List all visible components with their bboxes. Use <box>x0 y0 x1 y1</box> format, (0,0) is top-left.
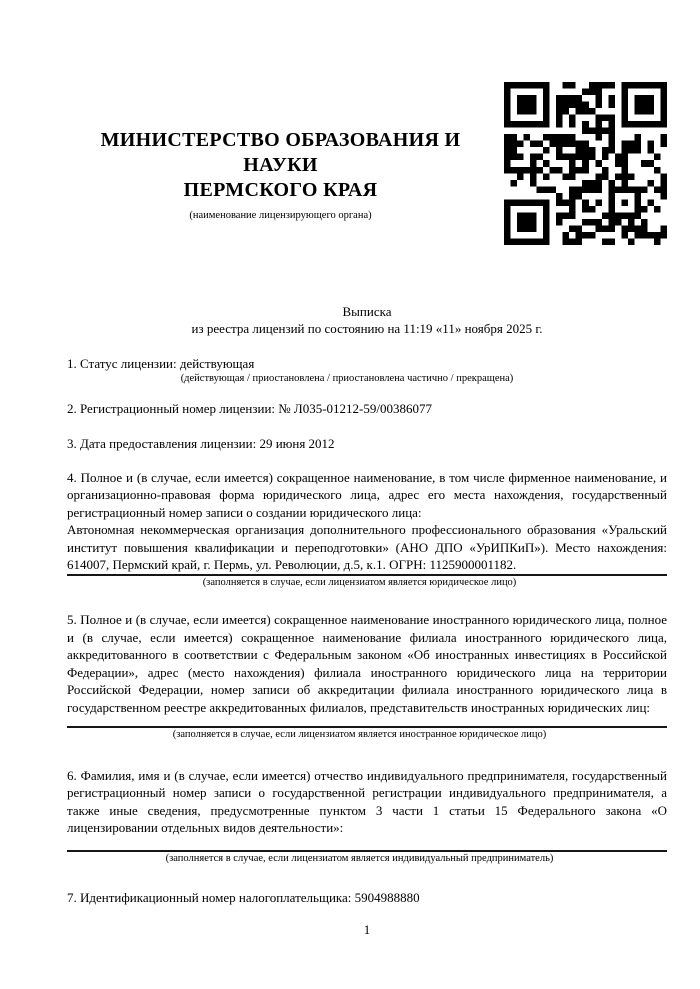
ministry-caption: (наименование лицензирующего органа) <box>189 210 372 221</box>
foreign-entity-caption: (заполняется в случае, если лицензиатом является иностранное юридическое лицо) <box>172 728 547 740</box>
item-2-registration-number <box>67 400 667 417</box>
item-7-taxpayer-number <box>67 889 667 906</box>
license-status-text: 1. Статус лицензии: действующая <box>67 355 255 371</box>
legal-entity-value: Автономная некоммерческая организация дополнительного профессионального образования «Уральский институт повышения квалификации и переподготовки» (АНО ДПО «УрИПКиП»). Место нахождения: 614007, Пермский край, г. Пермь, ул. Революции, д.5, к.1. ОГРН: 1125900001182. <box>67 522 667 573</box>
individual-label: 6. Фамилия, имя и (в случае, если имеется) отчество индивидуального предпринимателя, государственный регистрационный номер записи о государственной регистрации индивидуального предпринимателя, а также иные сведения, предусмотренные пунктом 3 части 1 статьи 15 Федерального закона «О лицензировании отдельных видов деятельности»: <box>67 767 667 836</box>
item-3-grant-date <box>67 435 667 452</box>
extract-subtitle: из реестра лицензий по состоянию на 11:19 «11» ноября 2025 г. <box>191 321 543 337</box>
legal-entity-label: 4. Полное и (в случае, если имеется) сокращенное наименование, в том числе фирменное наименование, и организационно-правовая форма юридического лица, адрес его места нахождения, государственный регистрационный номер записи о создании юридического лица: <box>67 470 667 520</box>
individual-caption: (заполняется в случае, если лицензиатом является индивидуальный предприниматель) <box>165 852 554 864</box>
grant-date-text: 3. Дата предоставления лицензии: 29 июня 2012 <box>67 435 335 451</box>
blank-field-line <box>67 574 667 576</box>
item-5-foreign-entity <box>67 611 667 740</box>
ministry-name-line2: ПЕРМСКОГО КРАЯ <box>183 179 378 201</box>
license-status-options-caption: (действующая / приостановлена / приостановлена частично / прекращена) <box>180 373 514 385</box>
licensing-authority <box>67 82 504 222</box>
extract-title: Выписка <box>342 304 392 319</box>
foreign-entity-label: 5. Полное и (в случае, если имеется) сокращенное наименование иностранного юридического лица, полное и (в случае, если имеется) сокращенное наименование филиала иностранного юридического лица, аккредитованного в соответствии с Федеральным законом «Об иностранных инвестициях в Российской Федерации», адрес (место нахождения) филиала иностранного юридического лица на территории Российской Федерации, номер записи об аккредитации филиала иностранного юридического лица в государственном реестре аккредитованных филиалов, представительств иностранных юридических лиц: <box>67 612 667 715</box>
taxpayer-number-text: 7. Идентификационный номер налогоплательщика: 5904988880 <box>67 889 420 905</box>
qr-code-icon <box>504 82 667 245</box>
ministry-name <box>67 128 494 203</box>
page-number: 1 <box>363 921 371 937</box>
item-6-individual-entrepreneur <box>67 767 667 865</box>
blank-field-line <box>67 726 667 728</box>
registration-number-text: 2. Регистрационный номер лицензии: № Л035-01212-59/00386077 <box>67 401 433 417</box>
blank-field-line <box>67 850 667 852</box>
document-header <box>67 82 667 245</box>
extract-title-block <box>67 303 667 338</box>
ministry-name-line1: МИНИСТЕРСТВО ОБРАЗОВАНИЯ И НАУКИ <box>100 129 461 176</box>
item-4-legal-entity <box>67 469 667 589</box>
legal-entity-caption: (заполняется в случае, если лицензиатом является юридическое лицо) <box>202 577 517 589</box>
item-1-license-status <box>67 355 667 385</box>
